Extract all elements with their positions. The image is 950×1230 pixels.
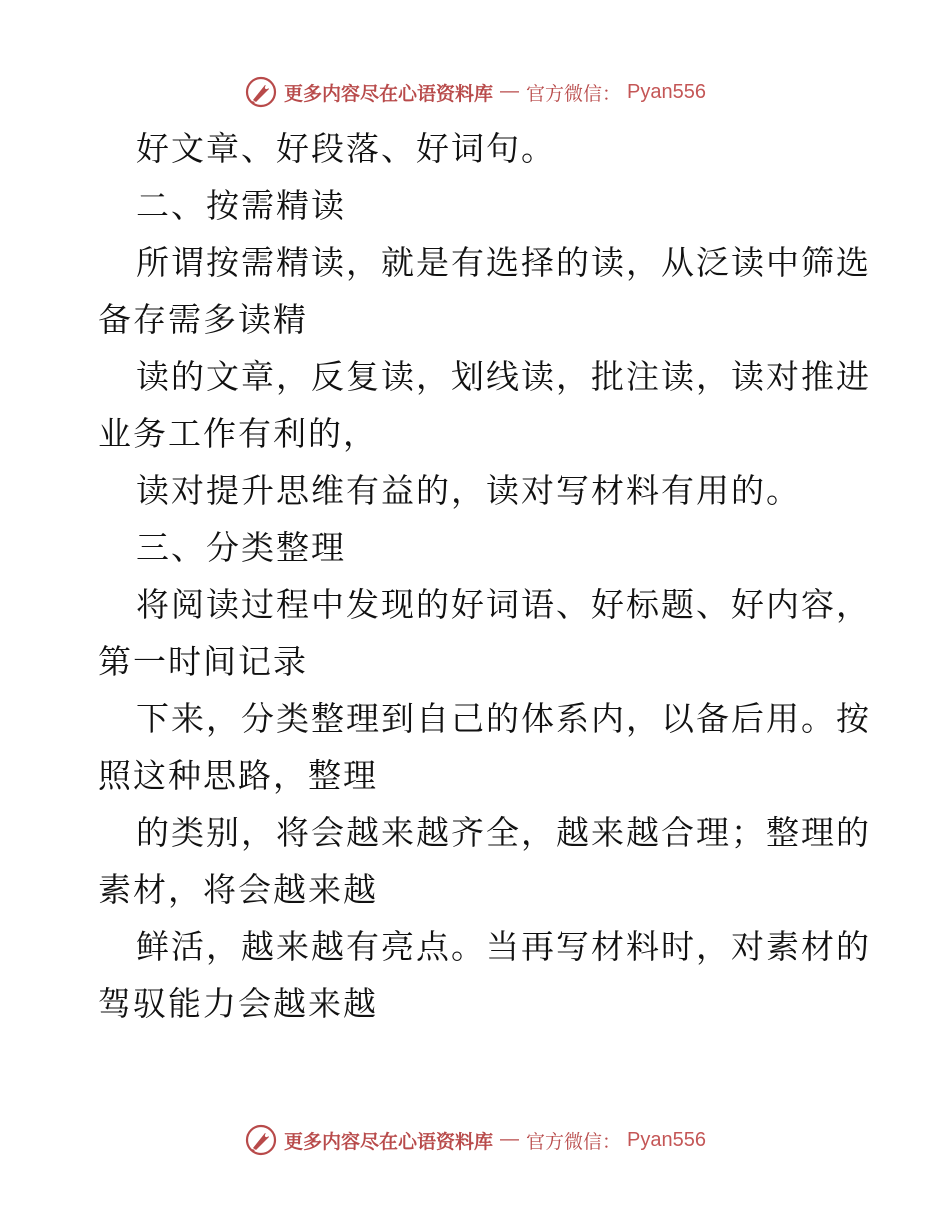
body-line: 下来，分类整理到自己的体系内，以备后用。按 [136, 699, 871, 738]
section-heading-3: 三、分类整理 [136, 528, 346, 567]
body-line: 将阅读过程中发现的好词语、好标题、好内容， [136, 585, 871, 624]
section-heading-2: 二、按需精读 [136, 186, 346, 225]
footer-wechat-label: 官方微信： [526, 1130, 622, 1153]
body-line: 第一时间记录 [98, 642, 308, 681]
body-line: 读对提升思维有益的，读对写材料有用的。 [136, 471, 801, 510]
pen-nib-logo-icon [244, 1123, 278, 1157]
body-line: 好文章、好段落、好词句。 [136, 129, 556, 168]
footer-dash: — [500, 1129, 520, 1150]
body-line: 所谓按需精读，就是有选择的读，从泛读中筛选 [136, 243, 871, 282]
body-line: 备存需多读精 [98, 300, 308, 339]
header-wechat-label: 官方微信： [526, 82, 622, 105]
header-banner [0, 72, 950, 112]
body-line: 读的文章，反复读，划线读，批注读，读对推进 [136, 357, 871, 396]
pen-nib-logo-icon [244, 75, 278, 109]
header-dash: — [500, 81, 520, 102]
body-line: 照这种思路，整理 [98, 756, 378, 795]
body-line: 驾驭能力会越来越 [98, 984, 378, 1023]
footer-banner [0, 1120, 950, 1160]
footer-brand-text: 更多内容尽在心语资料库 [284, 1130, 494, 1153]
body-line: 鲜活，越来越有亮点。当再写材料时，对素材的 [136, 927, 871, 966]
body-line: 素材，将会越来越 [98, 870, 378, 909]
header-brand-text: 更多内容尽在心语资料库 [284, 82, 494, 105]
header-wechat-id: Pyan556 [627, 80, 706, 103]
body-line: 业务工作有利的， [98, 414, 378, 453]
body-line: 的类别，将会越来越齐全，越来越合理；整理的 [136, 813, 871, 852]
document-body [98, 120, 871, 1032]
footer-wechat-id: Pyan556 [627, 1128, 706, 1151]
